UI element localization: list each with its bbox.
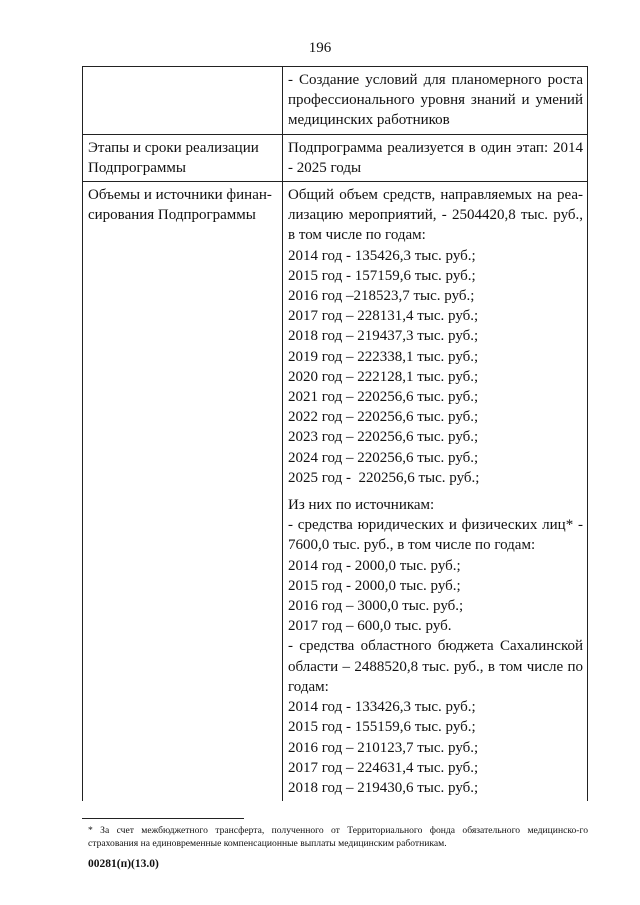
legal-year-line: 2014 год - 2000,0 тыс. руб.; — [288, 557, 461, 574]
year-line: 2021 год – 220256,6 тыс. руб.; — [288, 389, 479, 406]
regional-budget-funding: - средства областного бюджета Сахалинской области – 2488520,8 тыс. руб., в том числе по годам: — [288, 638, 583, 695]
table-row — [83, 67, 588, 135]
legal-entities-funding: - средства юридических и физических лиц* - 7600,0 тыс. руб., в том числе по годам: — [288, 517, 583, 554]
table-row — [83, 134, 588, 181]
year-line: 2025 год - 220256,6 тыс. руб.; — [288, 469, 480, 486]
regional-year-line: 2016 год – 210123,7 тыс. руб.; — [288, 739, 479, 756]
sources-heading: Из них по источникам: — [288, 497, 435, 514]
table-row — [83, 182, 588, 802]
legal-year-line: 2015 год - 2000,0 тыс. руб.; — [288, 577, 461, 594]
year-line: 2014 год - 135426,3 тыс. руб.; — [288, 247, 476, 264]
year-line: 2017 год – 228131,4 тыс. руб.; — [288, 308, 479, 325]
footnote-divider — [82, 818, 244, 819]
year-line: 2022 год – 220256,6 тыс. руб.; — [288, 409, 479, 426]
row3-value — [283, 182, 588, 802]
row1-label — [83, 67, 283, 135]
regional-year-line: 2014 год - 133426,3 тыс. руб.; — [288, 699, 476, 716]
year-line: 2016 год –218523,7 тыс. руб.; — [288, 288, 475, 305]
funding-intro: Общий объем средств, направляемых на реа-лизацию мероприятий, - 2504420,8 тыс. руб., в том числе по годам: — [288, 187, 583, 244]
page-number: 196 — [308, 40, 332, 56]
row1-value: - Создание условий для планомерного роста профессионального уровня знаний и умений медицинских работников — [283, 67, 588, 135]
row2-label: Этапы и сроки реализации Подпрограммы — [83, 134, 283, 181]
year-line: 2019 год – 222338,1 тыс. руб.; — [288, 348, 479, 365]
year-line: 2024 год – 220256,6 тыс. руб.; — [288, 449, 479, 466]
legal-year-line: 2016 год – 3000,0 тыс. руб.; — [288, 598, 464, 615]
document-code: 00281(п)(13.0) — [88, 858, 159, 870]
row3-label: Объемы и источники финан-сирования Подпрограммы — [83, 182, 283, 802]
row2-value: Подпрограмма реализуется в один этап: 2014 - 2025 годы — [283, 134, 588, 181]
footnote: * За счет межбюджетного трансферта, полученного от Территориального фонда обязательного медицинско-го страхования на единовременные компенсационные выплаты медицинским работникам. — [88, 825, 588, 849]
program-passport-table — [82, 66, 588, 801]
year-line: 2015 год - 157159,6 тыс. руб.; — [288, 267, 476, 284]
regional-year-line: 2015 год - 155159,6 тыс. руб.; — [288, 719, 476, 736]
legal-year-line: 2017 год – 600,0 тыс. руб. — [288, 618, 452, 635]
year-line: 2018 год – 219437,3 тыс. руб.; — [288, 328, 479, 345]
regional-year-line: 2018 год – 219430,6 тыс. руб.; — [288, 779, 479, 796]
year-line: 2020 год – 222128,1 тыс. руб.; — [288, 368, 479, 385]
year-line: 2023 год – 220256,6 тыс. руб.; — [288, 429, 479, 446]
regional-year-line: 2017 год – 224631,4 тыс. руб.; — [288, 759, 479, 776]
